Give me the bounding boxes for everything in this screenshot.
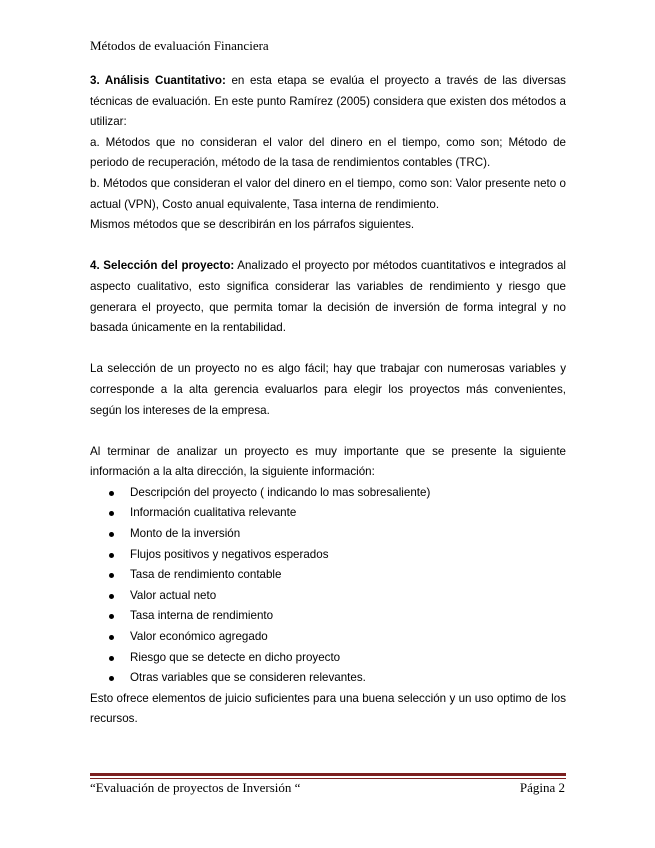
- page-header: Métodos de evaluación Financiera: [90, 38, 269, 53]
- section-3-paragraph: [90, 71, 566, 133]
- page-body: [90, 71, 566, 730]
- footer-title: “Evaluación de proyectos de Inversión “: [90, 780, 301, 795]
- section-3-text: en esta etapa se evalúa el proyecto a través de las diversas técnicas de evaluación. En este punto Ramírez (2005) considera que existen dos métodos a utilizar:: [90, 74, 566, 129]
- list-item: Tasa de rendimiento contable: [90, 565, 566, 586]
- list-item: Flujos positivos y negativos esperados: [90, 545, 566, 566]
- list-item: Tasa interna de rendimiento: [90, 606, 566, 627]
- bullet-icon: [109, 614, 114, 619]
- section-4-heading: 4. Selección del proyecto:: [90, 259, 235, 273]
- info-bullet-list: [90, 483, 566, 689]
- section-3-closing: Mismos métodos que se describirán en los párrafos siguientes.: [90, 218, 415, 232]
- list-item: Valor actual neto: [90, 586, 566, 607]
- bullet-icon: [109, 635, 114, 640]
- list-item: Otras variables que se consideren relevantes.: [90, 668, 566, 689]
- section-4-paragraph: [90, 256, 566, 338]
- bullet-icon: [109, 532, 114, 537]
- bullet-icon: [109, 676, 114, 681]
- list-item: Riesgo que se detecte en dicho proyecto: [90, 648, 566, 669]
- selection-paragraph: La selección de un proyecto no es algo fácil; hay que trabajar con numerosas variables y corresponde a la alta gerencia evaluarlos para elegir los proyectos más convenientes, según los intereses de la empresa.: [90, 362, 566, 417]
- bullet-icon: [109, 594, 114, 599]
- section-4-text: Analizado el proyecto por métodos cuantitativos e integrados al aspecto cualitativo, esto significa considerar las variables de rendimiento y riesgo que generara el proyecto, que permita tomar la decisión de inversión de forma integral y no basada únicamente en la rentabilidad.: [90, 259, 566, 335]
- list-item: Descripción del proyecto ( indicando lo mas sobresaliente): [90, 483, 566, 504]
- bullet-icon: [109, 511, 114, 516]
- info-paragraph: Al terminar de analizar un proyecto es muy importante que se presente la siguiente información a la alta dirección, la siguiente información:: [90, 444, 566, 479]
- list-item: Monto de la inversión: [90, 524, 566, 545]
- list-item: Información cualitativa relevante: [90, 503, 566, 524]
- section-3-item-b: b. Métodos que consideran el valor del dinero en el tiempo, como son: Valor presente neto o actual (VPN), Costo anual equivalente, Tasa interna de rendimiento.: [90, 176, 566, 211]
- bullet-icon: [109, 656, 114, 661]
- final-paragraph: Esto ofrece elementos de juicio suficientes para una buena selección y un uso optimo de los recursos.: [90, 691, 566, 726]
- list-item: Valor económico agregado: [90, 627, 566, 648]
- section-3-heading: 3. Análisis Cuantitativo:: [90, 74, 226, 87]
- bullet-icon: [109, 491, 114, 496]
- page-number: Página 2: [519, 780, 565, 795]
- footer-rule-thick: [90, 773, 566, 776]
- bullet-icon: [109, 553, 114, 558]
- bullet-icon: [109, 573, 114, 578]
- section-3-item-a: a. Métodos que no consideran el valor del dinero en el tiempo, como son; Método de periodo de recuperación, método de la tasa de rendimientos contables (TRC).: [90, 135, 566, 170]
- footer-rule-thin: [90, 778, 566, 779]
